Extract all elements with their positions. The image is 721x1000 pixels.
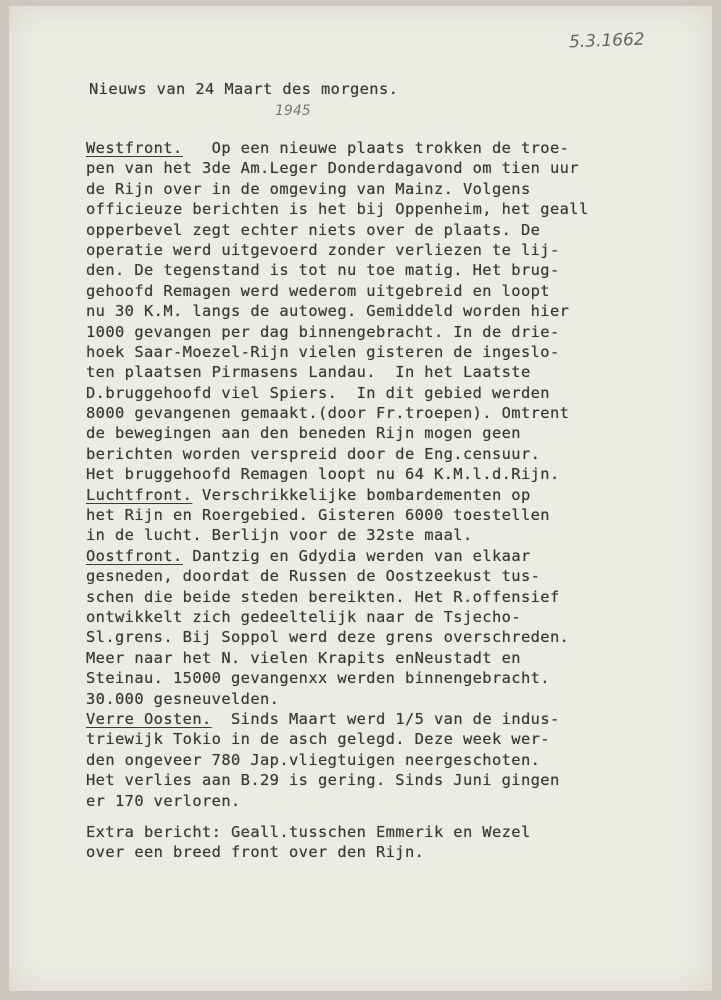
text-line: schen die beide steden bereikten. Het R.offensief: [86, 587, 560, 606]
text-line: over een breed front over den Rijn.: [86, 843, 425, 862]
handwritten-year-note: 1945: [275, 103, 311, 119]
news-body: [86, 138, 589, 811]
text-line: er 170 verloren.: [86, 791, 241, 810]
text-line: Meer naar het N. vielen Krapits enNeustadt en: [86, 648, 521, 667]
text-line: berichten worden verspreid door de Eng.censuur.: [86, 444, 541, 463]
text-line: het Rijn en Roergebied. Gisteren 6000 toestellen: [86, 506, 550, 525]
section-label-luchtfront: Luchtfront.: [86, 485, 193, 504]
text-line: in de lucht. Berlijn voor de 32ste maal.: [86, 526, 473, 545]
section-label-oostfront: Oostfront.: [86, 546, 183, 565]
text-line: nu 30 K.M. langs de autoweg. Gemiddeld worden hier: [86, 302, 570, 321]
text-line: triewijk Tokio in de asch gelegd. Deze week wer-: [86, 730, 550, 749]
text-line: gesneden, doordat de Russen de Oostzeekust tus-: [86, 567, 541, 586]
text-line: D.bruggehoofd viel Spiers. In dit gebied werden: [86, 383, 550, 402]
text-line: Verre Oosten. Sinds Maart werd 1/5 van de indus-: [86, 709, 560, 728]
section-label-westfront: Westfront.: [86, 139, 183, 157]
text-line: Oostfront. Dantzig en Gdydia werden van elkaar: [86, 546, 531, 565]
text-line: 30.000 gesneuvelden.: [86, 689, 280, 708]
text-line: hoek Saar-Moezel-Rijn vielen gisteren de ingeslo-: [86, 342, 560, 361]
text-line: Extra bericht: Geall.tusschen Emmerik en Wezel: [86, 823, 531, 841]
section-label-verre-oosten: Verre Oosten.: [86, 709, 212, 728]
text-line: gehoofd Remagen werd wederom uitgebreid en loopt: [86, 281, 550, 300]
text-line: den ongeveer 780 Jap.vliegtuigen neergeschoten.: [86, 750, 541, 769]
text-line: officieuze berichten is het bij Oppenheim, het geall: [86, 200, 589, 219]
extra-bulletin: [86, 822, 531, 863]
document-heading: Nieuws van 24 Maart des morgens.: [89, 80, 399, 98]
text-line: operatie werd uitgevoerd zonder verliezen te lij-: [86, 240, 560, 259]
text-line: Het verlies aan B.29 is gering. Sinds Juni gingen: [86, 771, 560, 790]
text-line: pen van het 3de Am.Leger Donderdagavond om tien uur: [86, 159, 579, 178]
text-line: 1000 gevangen per dag binnengebracht. In de drie-: [86, 322, 560, 341]
text-line: ontwikkelt zich gedeeltelijk naar de Tsjecho-: [86, 607, 521, 626]
text-line: 8000 gevangenen gemaakt.(door Fr.troepen). Omtrent: [86, 404, 570, 423]
text-line: Steinau. 15000 gevangenxx werden binnengebracht.: [86, 669, 550, 688]
text-line: de bewegingen aan den beneden Rijn mogen geen: [86, 424, 521, 443]
text-line: Sl.grens. Bij Soppol werd deze grens overschreden.: [86, 628, 570, 647]
archive-reference-note: 5.3.1662: [568, 29, 646, 53]
text-line: de Rijn over in de omgeving van Mainz. Volgens: [86, 179, 531, 198]
text-line: den. De tegenstand is tot nu toe matig. Het brug-: [86, 261, 560, 280]
text-line: ten plaatsen Pirmasens Landau. In het Laatste: [86, 363, 531, 382]
document-page: [9, 6, 712, 991]
text-line: Luchtfront. Verschrikkelijke bombardementen op: [86, 485, 531, 504]
text-line: opperbevel zegt echter niets over de plaats. De: [86, 220, 541, 239]
text-line: Het bruggehoofd Remagen loopt nu 64 K.M.l.d.Rijn.: [86, 465, 560, 484]
text-line: Westfront. Op een nieuwe plaats trokken de troe-: [86, 139, 570, 157]
